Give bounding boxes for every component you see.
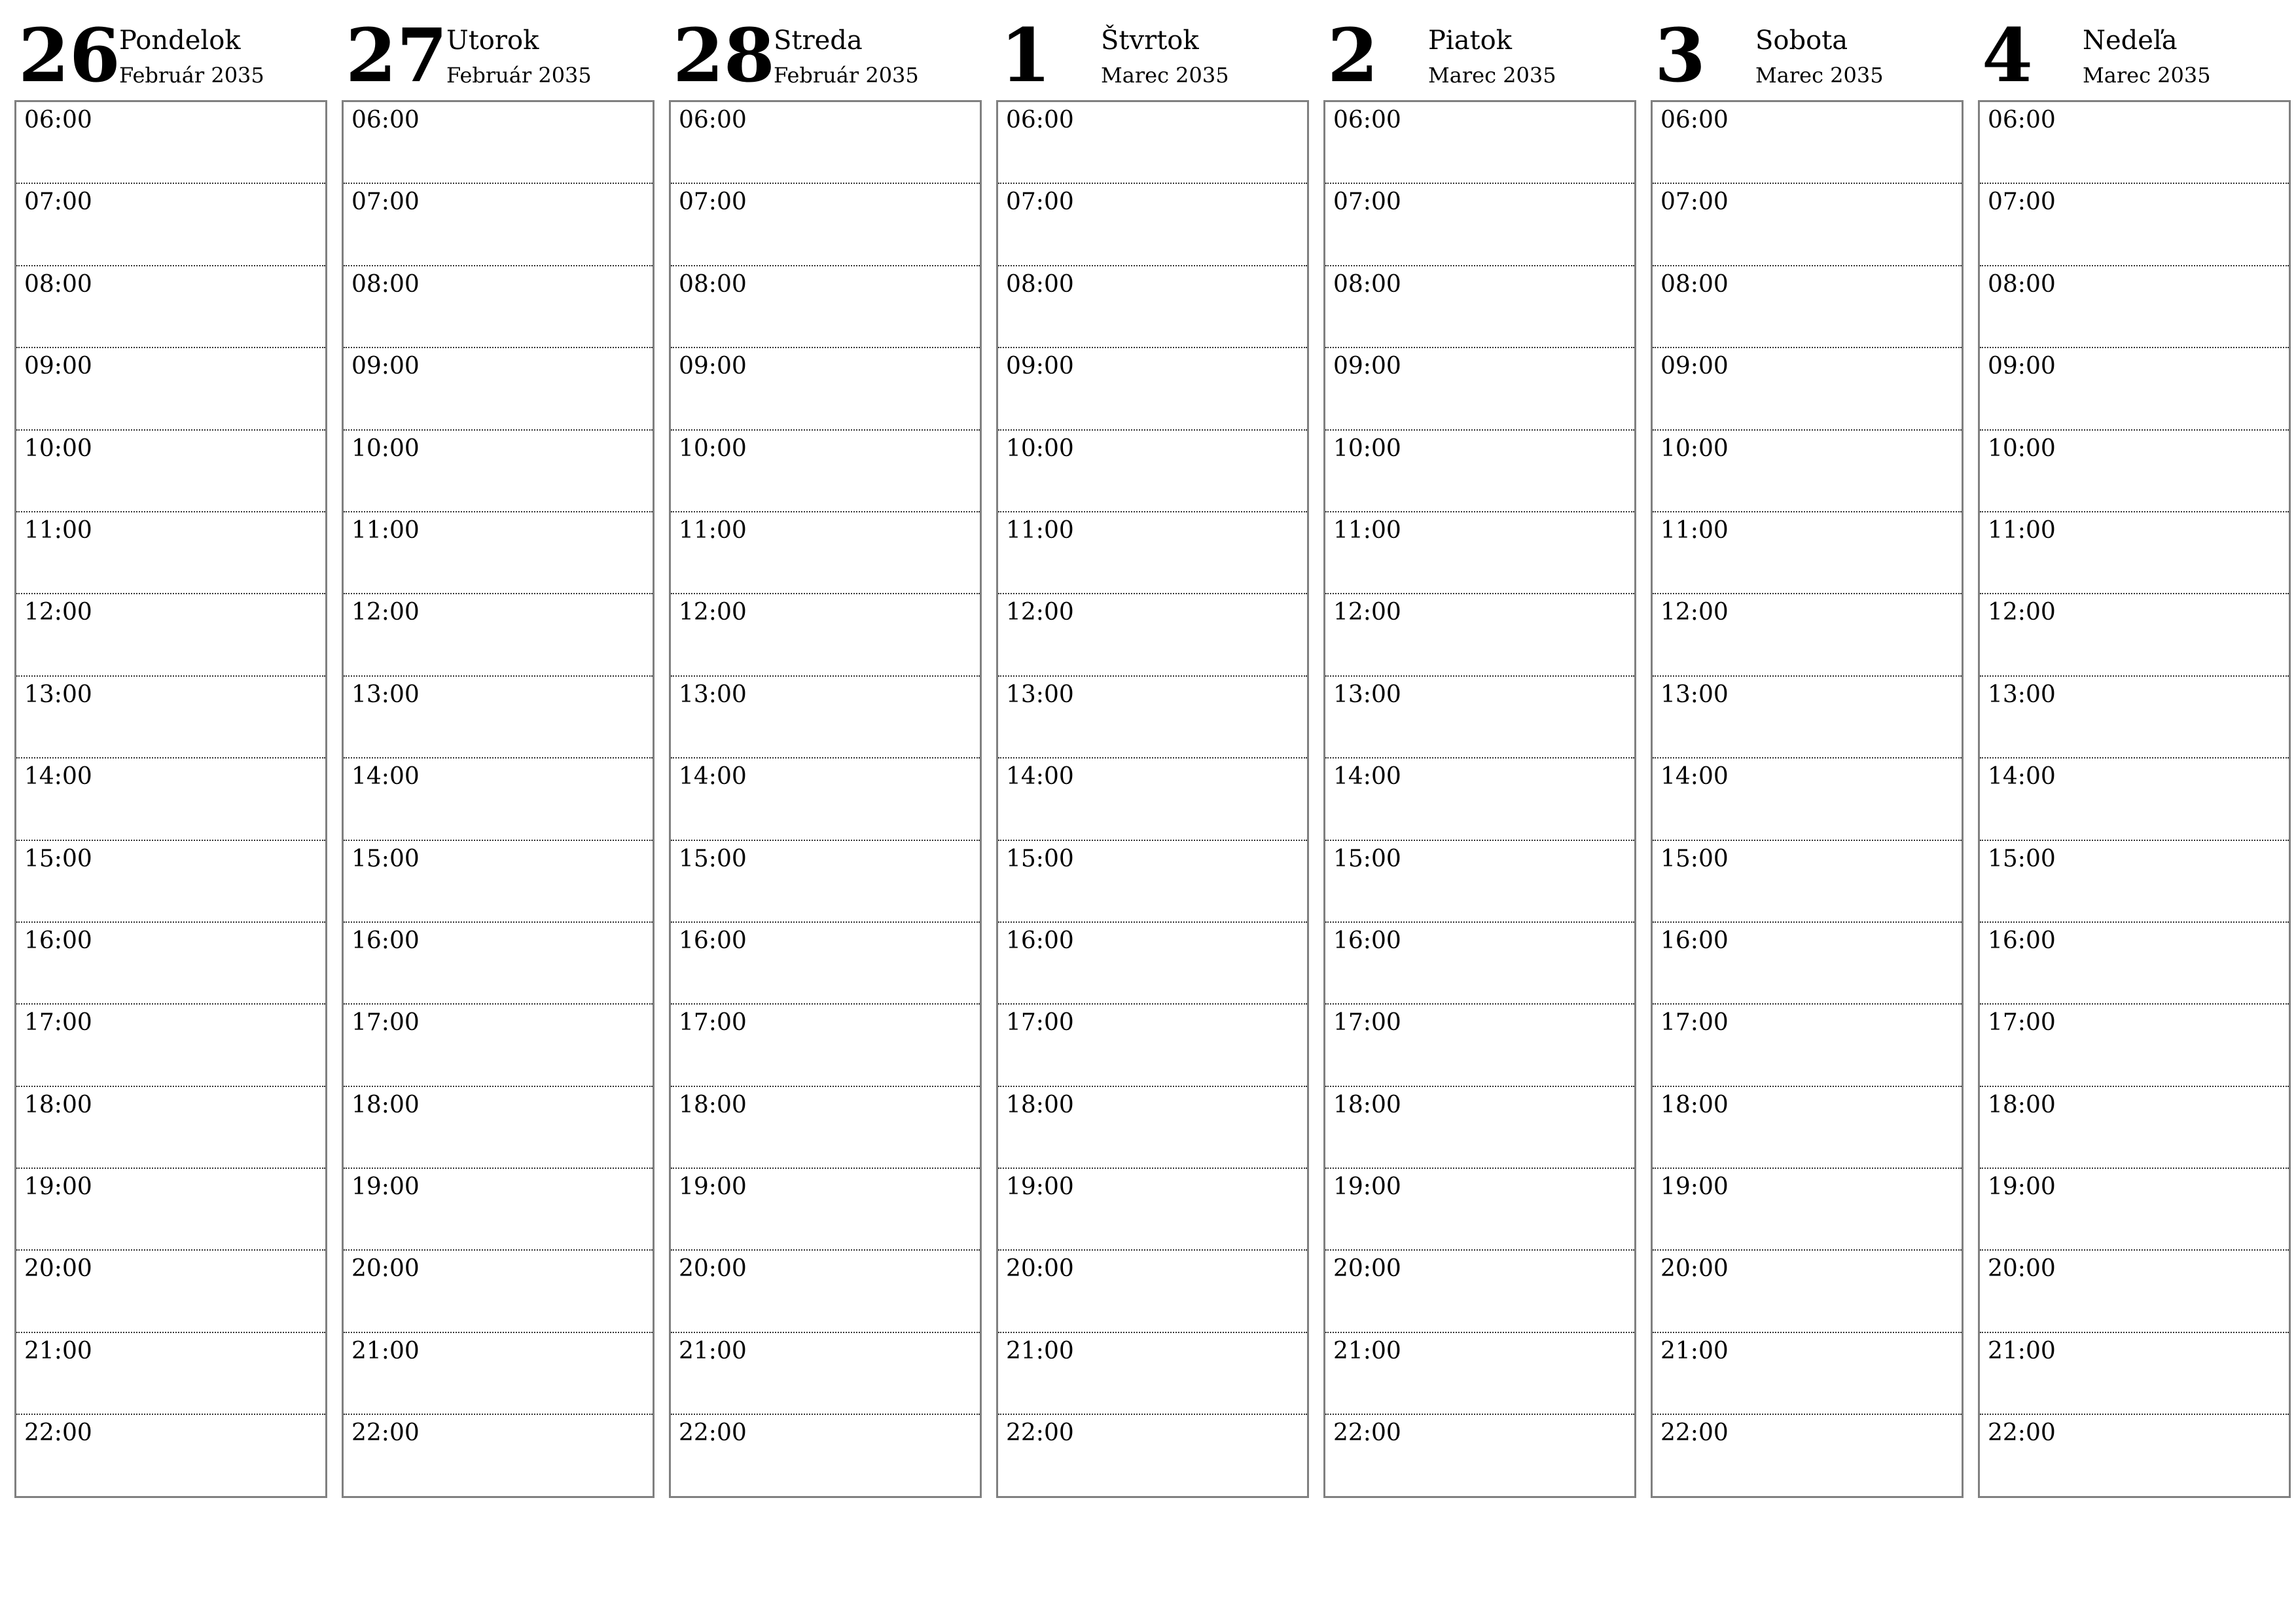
day-month: Február 2035 (446, 63, 592, 88)
hour-label: 20:00 (1988, 1255, 2056, 1283)
hour-slots (14, 100, 327, 1498)
hour-slot[interactable] (1325, 102, 1634, 184)
hour-label: 11:00 (351, 516, 420, 544)
hour-slot[interactable] (344, 1005, 653, 1086)
hour-label: 09:00 (24, 353, 92, 380)
day-name: Pondelok (119, 26, 241, 56)
day-name: Štvrtok (1101, 26, 1199, 56)
hour-label: 06:00 (24, 107, 92, 134)
hour-label: 08:00 (1333, 270, 1401, 298)
hour-label: 21:00 (1988, 1337, 2056, 1364)
hour-slot[interactable] (344, 841, 653, 923)
hour-label: 16:00 (1006, 927, 1074, 954)
hour-slot[interactable] (1980, 1169, 2289, 1251)
hour-slot[interactable] (1653, 758, 1962, 840)
day-number: 1 (1000, 13, 1051, 99)
hour-slot[interactable] (1980, 1005, 2289, 1086)
hour-label: 12:00 (351, 599, 420, 626)
hour-slot[interactable] (344, 758, 653, 840)
hour-label: 18:00 (1006, 1091, 1074, 1118)
hour-slot[interactable] (671, 1251, 980, 1332)
hour-label: 18:00 (1660, 1091, 1729, 1118)
hour-label: 09:00 (351, 353, 420, 380)
hour-slot[interactable] (16, 184, 325, 266)
hour-slot[interactable] (671, 1169, 980, 1251)
day-header (14, 13, 327, 100)
hour-slot[interactable] (671, 184, 980, 266)
hour-label: 17:00 (1660, 1009, 1729, 1037)
hour-label: 10:00 (679, 435, 747, 462)
hour-slots (1323, 100, 1636, 1498)
hour-label: 09:00 (1660, 353, 1729, 380)
hour-label: 13:00 (679, 681, 747, 708)
hour-label: 17:00 (351, 1009, 420, 1037)
day-month: Február 2035 (119, 63, 264, 88)
hour-label: 12:00 (24, 599, 92, 626)
hour-slot[interactable] (1653, 512, 1962, 594)
hour-label: 22:00 (24, 1419, 92, 1447)
hour-label: 21:00 (24, 1337, 92, 1364)
hour-slot[interactable] (1325, 1251, 1634, 1332)
hour-label: 10:00 (1660, 435, 1729, 462)
hour-label: 12:00 (679, 599, 747, 626)
hour-label: 16:00 (24, 927, 92, 954)
hour-slot[interactable] (16, 266, 325, 348)
hour-label: 21:00 (1006, 1337, 1074, 1364)
hour-slot[interactable] (344, 348, 653, 430)
hour-slot[interactable] (16, 677, 325, 758)
hour-slot[interactable] (671, 512, 980, 594)
hour-label: 22:00 (1006, 1419, 1074, 1447)
hour-slot[interactable] (1653, 431, 1962, 512)
hour-label: 08:00 (679, 270, 747, 298)
hour-label: 13:00 (24, 681, 92, 708)
hour-slot[interactable] (1980, 758, 2289, 840)
day-number: 4 (1982, 13, 2033, 99)
day-column (1651, 13, 1964, 1499)
day-name: Piatok (1428, 26, 1512, 56)
hour-slot[interactable] (16, 1415, 325, 1496)
hour-slot[interactable] (1325, 758, 1634, 840)
hour-label: 13:00 (1988, 681, 2056, 708)
hour-slot[interactable] (671, 758, 980, 840)
hour-label: 17:00 (1988, 1009, 2056, 1037)
hour-slot[interactable] (1325, 841, 1634, 923)
hour-slot[interactable] (1980, 184, 2289, 266)
hour-label: 14:00 (1988, 763, 2056, 791)
hour-slot[interactable] (1980, 841, 2289, 923)
hour-slot[interactable] (344, 512, 653, 594)
hour-label: 08:00 (1660, 270, 1729, 298)
hour-slot[interactable] (1325, 1333, 1634, 1415)
hour-slots (996, 100, 1309, 1498)
hour-label: 08:00 (24, 270, 92, 298)
hour-label: 08:00 (1988, 270, 2056, 298)
hour-slot[interactable] (671, 1333, 980, 1415)
hour-label: 13:00 (1006, 681, 1074, 708)
hour-label: 20:00 (1006, 1255, 1074, 1283)
hour-label: 12:00 (1333, 599, 1401, 626)
hour-label: 20:00 (679, 1255, 747, 1283)
hour-slot[interactable] (671, 1415, 980, 1496)
hour-label: 09:00 (679, 353, 747, 380)
hour-slot[interactable] (344, 102, 653, 184)
hour-slot[interactable] (1980, 348, 2289, 430)
hour-slot[interactable] (998, 348, 1307, 430)
hour-label: 07:00 (679, 188, 747, 216)
hour-label: 21:00 (351, 1337, 420, 1364)
hour-slot[interactable] (1325, 1169, 1634, 1251)
hour-slot[interactable] (16, 758, 325, 840)
hour-slot[interactable] (1325, 923, 1634, 1005)
hour-slot[interactable] (1653, 184, 1962, 266)
hour-label: 15:00 (351, 845, 420, 872)
hour-slot[interactable] (1325, 348, 1634, 430)
hour-label: 19:00 (351, 1173, 420, 1201)
hour-slot[interactable] (998, 923, 1307, 1005)
hour-slot[interactable] (671, 102, 980, 184)
hour-label: 21:00 (679, 1337, 747, 1364)
hour-slot[interactable] (998, 1251, 1307, 1332)
hour-slot[interactable] (998, 1415, 1307, 1496)
hour-slot[interactable] (671, 1005, 980, 1086)
hour-label: 18:00 (351, 1091, 420, 1118)
hour-slot[interactable] (1325, 594, 1634, 676)
hour-label: 15:00 (1988, 845, 2056, 872)
hour-label: 15:00 (1333, 845, 1401, 872)
hour-slot[interactable] (16, 923, 325, 1005)
hour-slot[interactable] (1325, 184, 1634, 266)
hour-slot[interactable] (344, 431, 653, 512)
hour-slot[interactable] (1980, 677, 2289, 758)
hour-slot[interactable] (1325, 1415, 1634, 1496)
day-month: Február 2035 (774, 63, 919, 88)
hour-label: 14:00 (679, 763, 747, 791)
hour-label: 07:00 (1006, 188, 1074, 216)
day-month: Marec 2035 (2083, 63, 2211, 88)
hour-label: 13:00 (1660, 681, 1729, 708)
hour-label: 19:00 (24, 1173, 92, 1201)
hour-slot[interactable] (344, 1169, 653, 1251)
hour-slot[interactable] (1980, 431, 2289, 512)
hour-slot[interactable] (344, 677, 653, 758)
day-month: Marec 2035 (1428, 63, 1556, 88)
day-column (996, 13, 1309, 1499)
hour-slot[interactable] (344, 594, 653, 676)
hour-slot[interactable] (1980, 1087, 2289, 1169)
hour-slot[interactable] (671, 923, 980, 1005)
hour-label: 10:00 (351, 435, 420, 462)
hour-slot[interactable] (1653, 266, 1962, 348)
hour-slot[interactable] (1980, 266, 2289, 348)
hour-slot[interactable] (16, 1251, 325, 1332)
hour-label: 20:00 (1333, 1255, 1401, 1283)
hour-slot[interactable] (1653, 677, 1962, 758)
day-name: Streda (774, 26, 863, 56)
hour-label: 22:00 (679, 1419, 747, 1447)
hour-slot[interactable] (1980, 1333, 2289, 1415)
hour-label: 16:00 (1333, 927, 1401, 954)
hour-slot[interactable] (671, 841, 980, 923)
hour-label: 14:00 (351, 763, 420, 791)
hour-slot[interactable] (344, 1087, 653, 1169)
hour-label: 11:00 (679, 516, 747, 544)
hour-slot[interactable] (1325, 431, 1634, 512)
hour-slot[interactable] (998, 1169, 1307, 1251)
hour-label: 19:00 (1333, 1173, 1401, 1201)
hour-slot[interactable] (1653, 348, 1962, 430)
hour-label: 19:00 (1660, 1173, 1729, 1201)
day-column (669, 13, 982, 1499)
hour-slot[interactable] (671, 1087, 980, 1169)
hour-slot[interactable] (998, 677, 1307, 758)
day-name: Nedeľa (2083, 26, 2178, 56)
hour-label: 22:00 (351, 1419, 420, 1447)
hour-label: 15:00 (679, 845, 747, 872)
hour-slots (342, 100, 655, 1498)
hour-slot[interactable] (671, 348, 980, 430)
hour-label: 15:00 (24, 845, 92, 872)
hour-label: 10:00 (1006, 435, 1074, 462)
hour-label: 16:00 (1988, 927, 2056, 954)
day-column (1978, 13, 2291, 1499)
hour-label: 15:00 (1006, 845, 1074, 872)
hour-slot[interactable] (16, 512, 325, 594)
day-header (1651, 13, 1964, 100)
hour-label: 19:00 (679, 1173, 747, 1201)
hour-slot[interactable] (1980, 512, 2289, 594)
hour-label: 14:00 (24, 763, 92, 791)
hour-slot[interactable] (998, 594, 1307, 676)
day-column (1323, 13, 1636, 1499)
hour-label: 22:00 (1988, 1419, 2056, 1447)
hour-label: 09:00 (1988, 353, 2056, 380)
hour-label: 18:00 (679, 1091, 747, 1118)
hour-label: 21:00 (1660, 1337, 1729, 1364)
hour-slot[interactable] (998, 1333, 1307, 1415)
hour-slot[interactable] (1980, 594, 2289, 676)
hour-slot[interactable] (1325, 1005, 1634, 1086)
weekly-planner (14, 13, 2284, 1499)
hour-slot[interactable] (998, 431, 1307, 512)
hour-label: 10:00 (1988, 435, 2056, 462)
hour-slot[interactable] (16, 1087, 325, 1169)
hour-slot[interactable] (344, 1333, 653, 1415)
hour-label: 17:00 (679, 1009, 747, 1037)
hour-label: 06:00 (679, 107, 747, 134)
hour-label: 11:00 (1333, 516, 1401, 544)
hour-slot[interactable] (1653, 923, 1962, 1005)
hour-slot[interactable] (1653, 1087, 1962, 1169)
hour-label: 07:00 (351, 188, 420, 216)
hour-label: 10:00 (1333, 435, 1401, 462)
hour-slot[interactable] (671, 266, 980, 348)
day-name: Sobota (1755, 26, 1848, 56)
hour-slot[interactable] (671, 431, 980, 512)
hour-label: 16:00 (351, 927, 420, 954)
day-month: Marec 2035 (1101, 63, 1229, 88)
hour-slot[interactable] (344, 184, 653, 266)
hour-label: 06:00 (351, 107, 420, 134)
hour-label: 20:00 (24, 1255, 92, 1283)
hour-label: 08:00 (351, 270, 420, 298)
hour-slot[interactable] (16, 348, 325, 430)
hour-slots (669, 100, 982, 1498)
hour-slot[interactable] (344, 1251, 653, 1332)
hour-label: 14:00 (1006, 763, 1074, 791)
day-header (1978, 13, 2291, 100)
hour-label: 06:00 (1006, 107, 1074, 134)
day-number: 27 (346, 13, 448, 99)
hour-label: 19:00 (1988, 1173, 2056, 1201)
hour-slot[interactable] (1653, 1415, 1962, 1496)
hour-slot[interactable] (344, 266, 653, 348)
hour-label: 10:00 (24, 435, 92, 462)
hour-slot[interactable] (1653, 594, 1962, 676)
day-header (669, 13, 982, 100)
hour-label: 09:00 (1006, 353, 1074, 380)
hour-slot[interactable] (998, 1005, 1307, 1086)
hour-slot[interactable] (998, 1087, 1307, 1169)
hour-slot[interactable] (1980, 1251, 2289, 1332)
hour-slots (1651, 100, 1964, 1498)
hour-slot[interactable] (16, 841, 325, 923)
hour-slot[interactable] (16, 594, 325, 676)
hour-label: 07:00 (1988, 188, 2056, 216)
hour-label: 16:00 (1660, 927, 1729, 954)
hour-slot[interactable] (1325, 512, 1634, 594)
hour-slot[interactable] (16, 102, 325, 184)
day-number: 2 (1327, 13, 1378, 99)
hour-slots (1978, 100, 2291, 1498)
hour-label: 11:00 (24, 516, 92, 544)
hour-slot[interactable] (344, 1415, 653, 1496)
hour-label: 18:00 (1988, 1091, 2056, 1118)
day-header (1323, 13, 1636, 100)
hour-slot[interactable] (998, 841, 1307, 923)
day-number: 28 (673, 13, 775, 99)
hour-label: 19:00 (1006, 1173, 1074, 1201)
day-month: Marec 2035 (1755, 63, 1884, 88)
hour-slot[interactable] (998, 512, 1307, 594)
hour-label: 12:00 (1006, 599, 1074, 626)
hour-label: 11:00 (1660, 516, 1729, 544)
hour-slot[interactable] (1653, 102, 1962, 184)
hour-slot[interactable] (344, 923, 653, 1005)
day-header (996, 13, 1309, 100)
hour-label: 06:00 (1660, 107, 1729, 134)
hour-label: 15:00 (1660, 845, 1729, 872)
hour-slot[interactable] (1980, 102, 2289, 184)
hour-label: 13:00 (351, 681, 420, 708)
hour-slot[interactable] (16, 1169, 325, 1251)
hour-label: 07:00 (1660, 188, 1729, 216)
hour-slot[interactable] (998, 102, 1307, 184)
hour-label: 18:00 (24, 1091, 92, 1118)
hour-slot[interactable] (1653, 1005, 1962, 1086)
hour-label: 20:00 (1660, 1255, 1729, 1283)
hour-label: 09:00 (1333, 353, 1401, 380)
hour-slot[interactable] (16, 1333, 325, 1415)
hour-label: 13:00 (1333, 681, 1401, 708)
hour-label: 08:00 (1006, 270, 1074, 298)
day-name: Utorok (446, 26, 539, 56)
hour-slot[interactable] (1653, 841, 1962, 923)
hour-label: 06:00 (1333, 107, 1401, 134)
hour-slot[interactable] (1325, 1087, 1634, 1169)
hour-label: 14:00 (1333, 763, 1401, 791)
day-number: 26 (18, 13, 120, 99)
day-header (342, 13, 655, 100)
hour-slot[interactable] (998, 184, 1307, 266)
hour-label: 12:00 (1660, 599, 1729, 626)
hour-slot[interactable] (1653, 1333, 1962, 1415)
hour-label: 17:00 (1333, 1009, 1401, 1037)
hour-label: 16:00 (679, 927, 747, 954)
hour-slot[interactable] (998, 758, 1307, 840)
hour-label: 22:00 (1660, 1419, 1729, 1447)
hour-slot[interactable] (671, 594, 980, 676)
hour-label: 14:00 (1660, 763, 1729, 791)
hour-label: 06:00 (1988, 107, 2056, 134)
hour-slot[interactable] (671, 677, 980, 758)
hour-slot[interactable] (1980, 1415, 2289, 1496)
hour-slot[interactable] (16, 431, 325, 512)
hour-slot[interactable] (16, 1005, 325, 1086)
hour-slot[interactable] (998, 266, 1307, 348)
hour-label: 17:00 (1006, 1009, 1074, 1037)
hour-label: 12:00 (1988, 599, 2056, 626)
hour-slot[interactable] (1325, 677, 1634, 758)
hour-label: 11:00 (1006, 516, 1074, 544)
hour-slot[interactable] (1653, 1251, 1962, 1332)
hour-label: 07:00 (24, 188, 92, 216)
hour-label: 18:00 (1333, 1091, 1401, 1118)
day-column (14, 13, 327, 1499)
hour-slot[interactable] (1980, 923, 2289, 1005)
day-column (342, 13, 655, 1499)
day-number: 3 (1655, 13, 1706, 99)
hour-label: 17:00 (24, 1009, 92, 1037)
hour-label: 11:00 (1988, 516, 2056, 544)
hour-label: 22:00 (1333, 1419, 1401, 1447)
hour-label: 07:00 (1333, 188, 1401, 216)
hour-slot[interactable] (1325, 266, 1634, 348)
hour-label: 20:00 (351, 1255, 420, 1283)
hour-label: 21:00 (1333, 1337, 1401, 1364)
hour-slot[interactable] (1653, 1169, 1962, 1251)
